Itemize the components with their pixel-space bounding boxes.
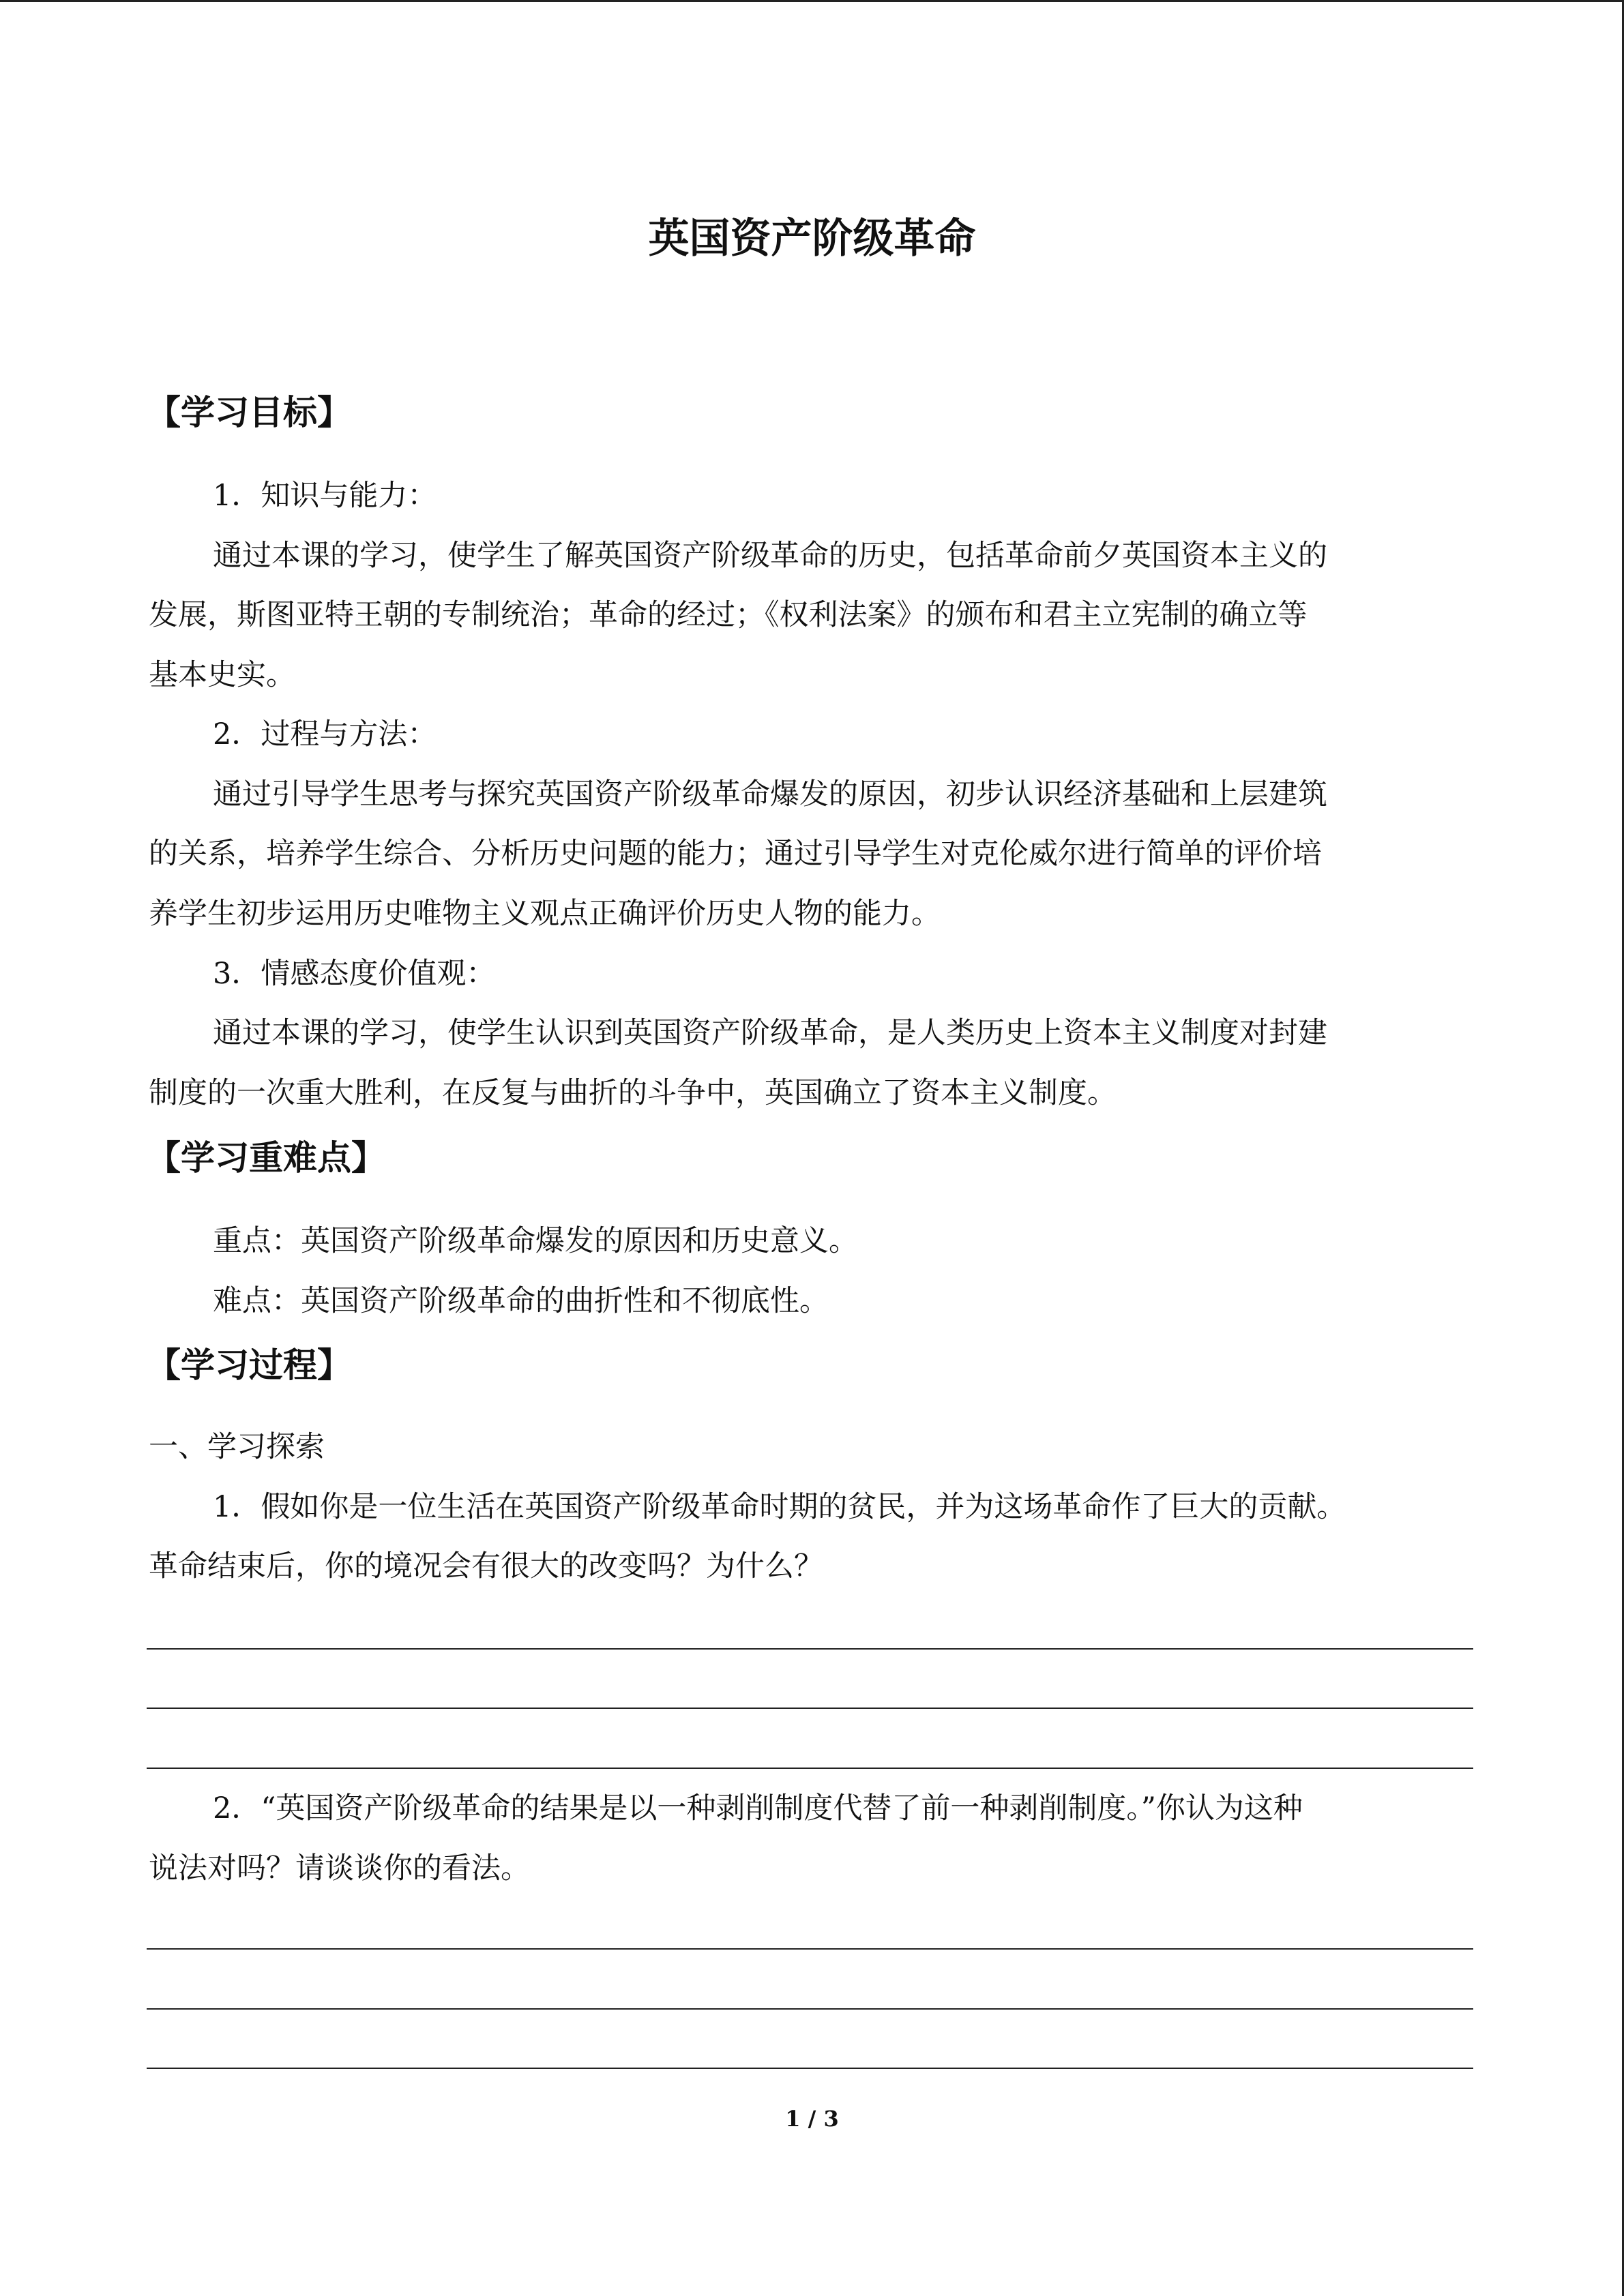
page-title: 英国资产阶级革命 xyxy=(648,215,976,263)
objective-3-heading: 3．情感态度价值观： xyxy=(213,957,496,991)
answer-line[interactable] xyxy=(147,1708,1473,1709)
key-point-difficulty: 难点：英国资产阶级革命的曲折性和不彻底性。 xyxy=(213,1284,829,1318)
objective-2-line: 通过引导学生思考与探究英国资产阶级革命爆发的原因，初步认识经济基础和上层建筑 xyxy=(213,777,1327,811)
process-part-heading: 一、学习探索 xyxy=(149,1430,325,1464)
objective-3-line: 通过本课的学习，使学生认识到英国资产阶级革命，是人类历史上资本主义制度对封建 xyxy=(213,1016,1327,1050)
objective-1-heading: 1．知识与能力： xyxy=(213,479,437,513)
objective-3-line: 制度的一次重大胜利，在反复与曲折的斗争中，英国确立了资本主义制度。 xyxy=(149,1076,1117,1110)
objective-1-line: 基本史实。 xyxy=(149,658,295,692)
objective-2-line: 养学生初步运用历史唯物主义观点正确评价历史人物的能力。 xyxy=(149,897,941,931)
section-heading-key-points: 【学习重难点】 xyxy=(147,1138,385,1178)
objective-1-line: 通过本课的学习，使学生了解英国资产阶级革命的历史，包括革命前夕英国资本主义的 xyxy=(213,539,1327,573)
answer-line[interactable] xyxy=(147,2068,1473,2069)
key-point-focus: 重点：英国资产阶级革命爆发的原因和历史意义。 xyxy=(213,1224,858,1258)
objective-2-line: 的关系，培养学生综合、分析历史问题的能力；通过引导学生对克伦威尔进行简单的评价培 xyxy=(149,837,1322,871)
answer-line[interactable] xyxy=(147,1768,1473,1769)
objective-1-line: 发展，斯图亚特王朝的专制统治；革命的经过；《权利法案》的颁布和君主立宪制的确立等 xyxy=(149,598,1308,632)
question-2-line: 2．“英国资产阶级革命的结果是以一种剥削制度代替了前一种剥削制度。”你认为这种 xyxy=(213,1791,1303,1825)
section-heading-objectives: 【学习目标】 xyxy=(147,393,351,432)
answer-line[interactable] xyxy=(147,1948,1473,1950)
question-1-line: 革命结束后，你的境况会有很大的改变吗？为什么？ xyxy=(149,1549,823,1583)
page-number: 1 / 3 xyxy=(785,2106,839,2132)
section-heading-process: 【学习过程】 xyxy=(147,1345,351,1385)
question-2-line: 说法对吗？请谈谈你的看法。 xyxy=(149,1851,530,1885)
objective-2-heading: 2．过程与方法： xyxy=(213,717,437,751)
answer-line[interactable] xyxy=(147,1648,1473,1650)
answer-line[interactable] xyxy=(147,2008,1473,2010)
question-1-line: 1．假如你是一位生活在英国资产阶级革命时期的贫民，并为这场革命作了巨大的贡献。 xyxy=(213,1490,1346,1524)
